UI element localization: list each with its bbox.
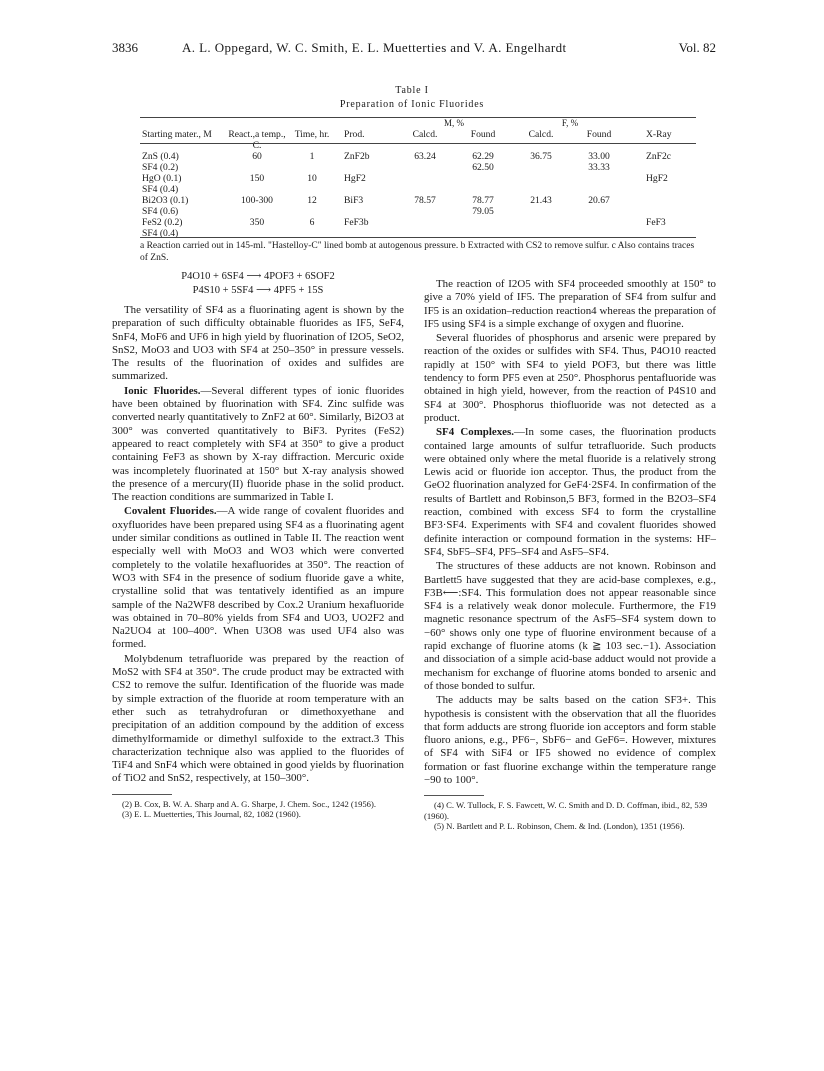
table-cell: HgO (0.1) — [142, 173, 182, 184]
table-cell: SF4 (0.4) — [142, 228, 179, 239]
equations — [112, 270, 404, 298]
footnote-rule — [424, 795, 484, 796]
footnote: (2) B. Cox, B. W. A. Sharp and A. G. Sharpe, J. Chem. Soc., 1242 (1956). — [122, 798, 376, 809]
table-cell: 79.05 — [472, 206, 494, 217]
table-footnotes — [140, 240, 696, 264]
table-cell: FeF3 — [646, 217, 666, 228]
table-caption: Preparation of Ionic Fluorides — [339, 99, 485, 110]
footnote: (3) E. L. Muetterties, This Journal, 82, 1082 (1960). — [122, 809, 301, 820]
column-header: React.,a temp., C. — [228, 129, 286, 151]
table-header-rule — [140, 143, 696, 144]
table-bottom-rule — [140, 237, 696, 238]
table-cell — [332, 206, 396, 217]
paragraph: SF4 Complexes.—In some cases, the fluorination products contained large amounts of sulfur tetrafluoride. Such products were obtained only where the metal fluoride is a relatively strong Lewis acid or fluoride ion acceptor. Thus, the product from the GeO2 fluorination analyzed for GeF4·2SF4. In confirmation of the results of Bartlett and Robinson,5 BF3, formed in the B2O3–SF4 reaction, combined with excess SF4 to form the crystalline BF3·SF4. Experiments with SF4 and covalent fluorides showed definite interaction or compound formation in the systems: HF–SF4, SbF5–SF4, PF5–SF4 and AsF5–SF4. — [424, 426, 716, 558]
footnote: (4) C. W. Tullock, F. S. Fawcett, W. C. Smith and D. D. Coffman, ibid., 82, 539 (1960). — [424, 800, 708, 821]
table-cell — [396, 206, 454, 217]
table-cell: 20.67 — [588, 195, 610, 206]
table-cell: 62.29 — [472, 151, 494, 162]
table-cell — [454, 217, 512, 228]
table-cell — [512, 173, 570, 184]
paragraph: The structures of these adducts are not known. Robinson and Bartlett5 have suggested that they are acid-base complexes, e.g., F3B⟵:SF4. This formulation does not appear reasonable since SF4 is a relatively weak donor molecule. Furthermore, the F19 magnetic resonance spectrum of the AsF5–SF4 system down to −60° shows only one type of fluorine environment because of a rapid exchange of fluorine atoms (k ≧ 103 sec.−1). Association and dissociation of a simple acid-base adduct would not provide a mechanism for exchange of fluorine atoms bonded to arsenic and of those bonded to sulfur. — [424, 560, 716, 692]
paragraph: Molybdenum tetrafluoride was prepared by the reaction of MoS2 with SF4 at 350°. The crude product may be extracted with CS2 to remove the sulfur. Identification of the fluoride was made by simple extraction of the fluoride at room temperature with an ether such as tetrahydrofuran or dimethoxyethane and precipitation of an addition compound by the addition of excess dimethylformamide or dimethyl sulfoxide to the extract.3 This characterization technique also was applied to the fluorides of TiF4 and SnF4 which were obtained in good yields by fluorination of TiO2 and SnS2, respectively, at 150–300°. — [112, 652, 404, 785]
table-cell — [512, 184, 570, 195]
table-footnote: a Reaction carried out in 145-ml. "Hastelloy-C" lined bomb at autogenous pressure. b Extracted with CS2 to remove sulfur. c Also contains traces of ZnS. — [140, 241, 695, 263]
column-header: Calcd. — [412, 129, 438, 140]
table-cell — [570, 173, 628, 184]
table-cell — [628, 195, 696, 206]
table-cell: 78.77 — [472, 195, 494, 206]
table-cell — [332, 184, 396, 195]
paragraph: The versatility of SF4 as a fluorinating agent is shown by the preparation of such difficulty obtainable fluorides as IF5, SeF4, SnF4, MoF6 and UF6 in high yield by fluorination of I2O5, SeO2, SnS2, MoO3 and UO3 with SF4 at 250–350° in pressure vessels. The results of the fluorination of oxides and sulfides are summarized. — [112, 304, 404, 383]
table-cell — [222, 206, 292, 217]
volume-number: Vol. 82 — [678, 40, 716, 55]
table-cell — [512, 162, 570, 173]
table-row — [140, 151, 696, 162]
table-cell: 36.75 — [530, 151, 552, 162]
column-header: Time, hr. — [294, 129, 330, 140]
table-header-row — [140, 129, 696, 151]
table-cell: 62.50 — [472, 162, 494, 173]
table-cell: 1 — [309, 151, 315, 162]
table-cell — [570, 206, 628, 217]
table-cell: 21.43 — [530, 195, 552, 206]
table-cell — [628, 206, 696, 217]
table-row — [140, 195, 696, 206]
table-cell: 33.00 — [588, 151, 610, 162]
paragraph: The adducts may be salts based on the cation SF3+. This hypothesis is consistent with the observation that all the fluorides that form adducts are strong fluoride ion acceptors and form stable fluoro anions, e.g., PF6−, SbF6− and GeF6=. However, mixtures of SF4 with SiF4 or IF5 showed no evidence of complex formation or fast fluorine exchange within the temperature range −90 to 100°. — [424, 694, 716, 786]
table-top-rule — [140, 117, 696, 118]
table-row — [140, 162, 696, 173]
table-cell: ZnS (0.4) — [142, 151, 179, 162]
running-authors: A. L. Oppegard, W. C. Smith, E. L. Muetterties and V. A. Engelhardt — [182, 40, 567, 55]
table-cell: SF4 (0.2) — [142, 162, 179, 173]
table-cell: SF4 (0.4) — [142, 184, 179, 195]
table-cell: FeS2 (0.2) — [142, 217, 183, 228]
table-cell: HgF2 — [344, 173, 366, 184]
table-cell: FeF3b — [344, 217, 369, 228]
table-cell: 350 — [249, 217, 265, 228]
ionic-fluorides-table — [140, 118, 696, 239]
table-cell: 100-300 — [241, 195, 273, 206]
left-column — [112, 270, 404, 820]
table-row — [140, 206, 696, 217]
column-header: Prod. — [344, 129, 365, 140]
table-cell: 12 — [307, 195, 317, 206]
table-cell — [628, 162, 696, 173]
column-header: Starting mater., M — [142, 129, 212, 140]
table-cell — [570, 217, 628, 228]
table-cell — [396, 162, 454, 173]
equation: P4O10 + 6SF4 ⟶ 4POF3 + 6SOF2 — [181, 271, 335, 282]
footnote-rule — [112, 794, 172, 795]
table-cell — [332, 162, 396, 173]
column-header: Found — [586, 129, 612, 140]
section-heading: Covalent Fluorides. — [124, 505, 217, 518]
table-cell: 33.33 — [588, 162, 610, 173]
table-cell — [396, 217, 454, 228]
table-cell — [222, 184, 292, 195]
table-cell: 6 — [309, 217, 315, 228]
table-cell: SF4 (0.6) — [142, 206, 179, 217]
footnote: (5) N. Bartlett and P. L. Robinson, Chem. & Ind. (London), 1351 (1956). — [434, 821, 685, 832]
column-header: Calcd. — [528, 129, 554, 140]
paragraph: Several fluorides of phosphorus and arsenic were prepared by reaction of the oxides or sulfides with SF4. Thus, P4O10 reacted rapidly at 150° with SF4 to yield POF3, but there was little tendency to form PF5 even at 250°. Phosphorus pentafluoride was obtained in high yield, however, from the reaction of P4S10 and SF4 at 300°. Phosphorus thiofluoride was not detected as a product. — [424, 332, 716, 424]
table-cell: Bi2O3 (0.1) — [142, 195, 189, 206]
table-cell — [292, 184, 332, 195]
table-cell — [512, 206, 570, 217]
table-cell: 63.24 — [414, 151, 436, 162]
table-cell — [222, 162, 292, 173]
table-row — [140, 217, 696, 228]
table-row — [140, 173, 696, 184]
table-cell: 78.57 — [414, 195, 436, 206]
table-cell: 150 — [249, 173, 265, 184]
section-heading: SF4 Complexes. — [436, 426, 514, 439]
table-cell: BiF3 — [344, 195, 364, 206]
paragraph: Covalent Fluorides.—A wide range of covalent fluorides and oxyfluorides have been prepared using SF4 as a fluorinating agent under similar conditions as outlined in Table II. The reaction went especially well with MoO3 and WO3 which were converted completely to the volatile hexafluorides at 350°. The reaction of WO3 with SF4 in the presence of sodium fluoride gave a white, crystalline solid that was tentatively identified as an impure sample of the Na2WF8 described by Cox.2 Uranium hexafluoride was obtained in 70–80% yields from SF4 and UO3, UO2F2 and Na2UO4 at 100–400°. When U3O8 was used UF4 also was formed. — [112, 505, 404, 651]
table-cell — [512, 217, 570, 228]
paragraph: Ionic Fluorides.—Several different types of ionic fluorides have been obtained by fluorination with SF4. Zinc sulfide was converted nearly quantitatively to ZnF2 at 60°. Similarly, Bi2O3 at 300° was converted quantitatively to BiF3. Pyrites (FeS2) appeared to react completely with SF4 at 350° to give a product containing FeF3 as shown by X-ray diffraction. Mercuric oxide was incompletely fluorinated at 150° but X-ray analysis showed the presence of a mercury(II) fluoride phase in the solid product. The reaction conditions are summarized in Table I. — [112, 384, 404, 504]
paragraph: The reaction of I2O5 with SF4 proceeded smoothly at 150° to give a 70% yield of IF5. The preparation of SF4 from sulfur and IF5 is an oxidation–reduction reaction4 whereas the preparation of IF5 using SF4 is a simple exchange of oxygen and fluorine. — [424, 278, 716, 330]
table-cell: ZnF2b — [344, 151, 370, 162]
table-cell — [292, 206, 332, 217]
running-header — [112, 40, 716, 62]
column-header: X-Ray — [646, 129, 672, 140]
table-cell: HgF2 — [646, 173, 668, 184]
table-cell — [454, 184, 512, 195]
table-cell — [454, 173, 512, 184]
table-cell — [292, 162, 332, 173]
table-cell: ZnF2c — [646, 151, 672, 162]
right-column — [424, 278, 716, 832]
table-cell — [396, 173, 454, 184]
column-header: Found — [470, 129, 496, 140]
table-cell — [570, 184, 628, 195]
table-cell: 60 — [252, 151, 262, 162]
table-cell — [628, 184, 696, 195]
group-header-f: F, % — [561, 118, 579, 128]
table-cell — [396, 184, 454, 195]
section-heading: Ionic Fluorides. — [124, 384, 201, 397]
table-cell: 10 — [307, 173, 317, 184]
equation: P4S10 + 5SF4 ⟶ 4PF5 + 15S — [192, 285, 324, 296]
group-header-m: M, % — [444, 118, 464, 128]
page-number: 3836 — [112, 40, 138, 55]
table-row — [140, 184, 696, 195]
table-label: Table I — [395, 85, 429, 96]
